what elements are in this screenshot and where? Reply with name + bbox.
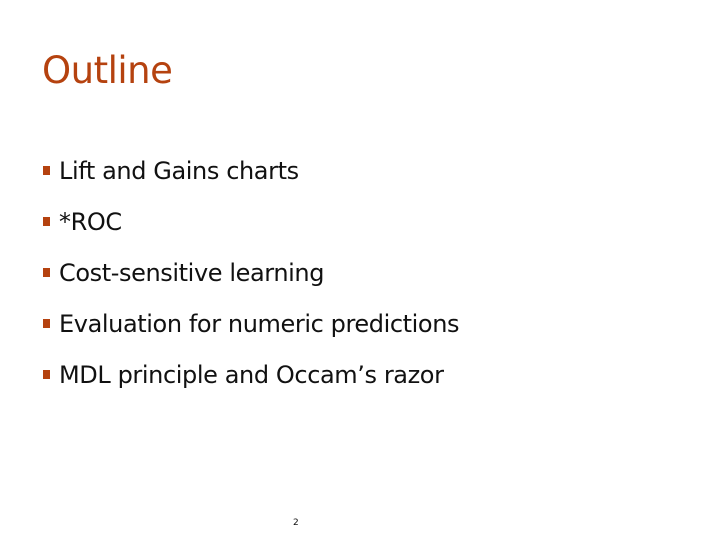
bullet-text: Lift and Gains charts [59, 156, 299, 185]
bullet-item [43, 298, 459, 349]
square-bullet-icon [43, 268, 50, 277]
bullet-item [43, 247, 459, 298]
slide-title: Outline [42, 49, 173, 92]
bullet-text: Evaluation for numeric predictions [59, 309, 460, 338]
bullet-item [43, 145, 459, 196]
bullet-text: Cost-sensitive learning [59, 258, 325, 287]
square-bullet-icon [43, 166, 50, 175]
square-bullet-icon [43, 370, 50, 379]
bullet-item [43, 349, 459, 400]
bullet-item [43, 196, 459, 247]
square-bullet-icon [43, 217, 50, 226]
page-number: 2 [293, 518, 299, 528]
bullet-text: MDL principle and Occam’s razor [59, 360, 444, 389]
square-bullet-icon [43, 319, 50, 328]
bullet-text: *ROC [59, 207, 122, 236]
bullet-list [43, 145, 459, 400]
